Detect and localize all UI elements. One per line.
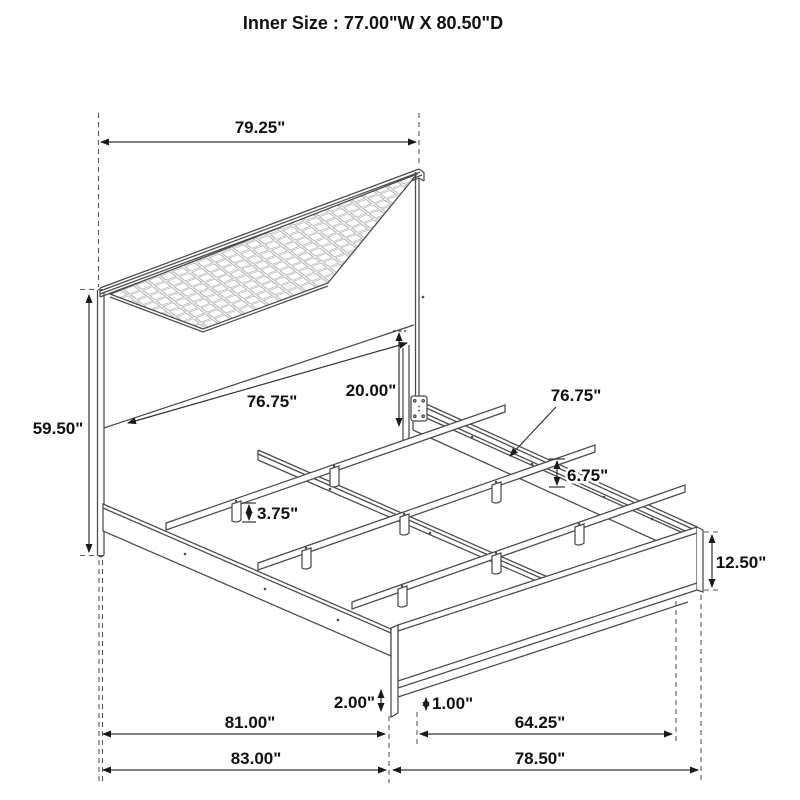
dim-label-side-rail-height: 6.75" [567, 466, 609, 485]
dim-label-overall-depth: 83.00" [230, 749, 282, 768]
dim-label-inner-width-bottom: 64.25" [514, 713, 566, 732]
dim-label-headboard-height: 59.50" [32, 419, 84, 438]
page-title: Inner Size : 77.00"W X 80.50"D [242, 13, 504, 33]
dim-line-3-75 [242, 503, 256, 522]
dim-label-slat-leg-height: 3.75" [257, 504, 299, 523]
dim-label-inner-depth-left: 81.00" [224, 713, 276, 732]
footboard [391, 527, 703, 717]
headboard-panel-bottom-edge [104, 325, 414, 428]
quilt-pattern-panel [110, 174, 417, 329]
dim-line-20-00 [393, 331, 406, 426]
dim-label-headboard-inner-width: 76.75" [246, 392, 298, 411]
headboard [98, 169, 425, 557]
dim-label-headboard-outer-width: 79.25" [234, 118, 286, 137]
dim-label-footboard-lip-height: 1.00" [432, 694, 474, 713]
dim-label-side-rail-length: 76.75" [550, 386, 602, 405]
dim-label-rail-floor-clearance: 2.00" [333, 693, 375, 712]
dim-label-overall-width: 78.50" [514, 749, 566, 768]
dim-label-headboard-panel-height: 20.00" [345, 381, 397, 400]
dim-label-footboard-height: 12.50" [715, 553, 767, 572]
leader-line-76-75-rail [510, 407, 556, 456]
headboard-right-edge [416, 172, 425, 399]
headboard-right-leg [403, 345, 409, 444]
footboard-left-end [391, 625, 398, 717]
rail-bracket [411, 396, 427, 421]
bed-drawing [98, 169, 704, 717]
left-side-rail [103, 504, 391, 656]
